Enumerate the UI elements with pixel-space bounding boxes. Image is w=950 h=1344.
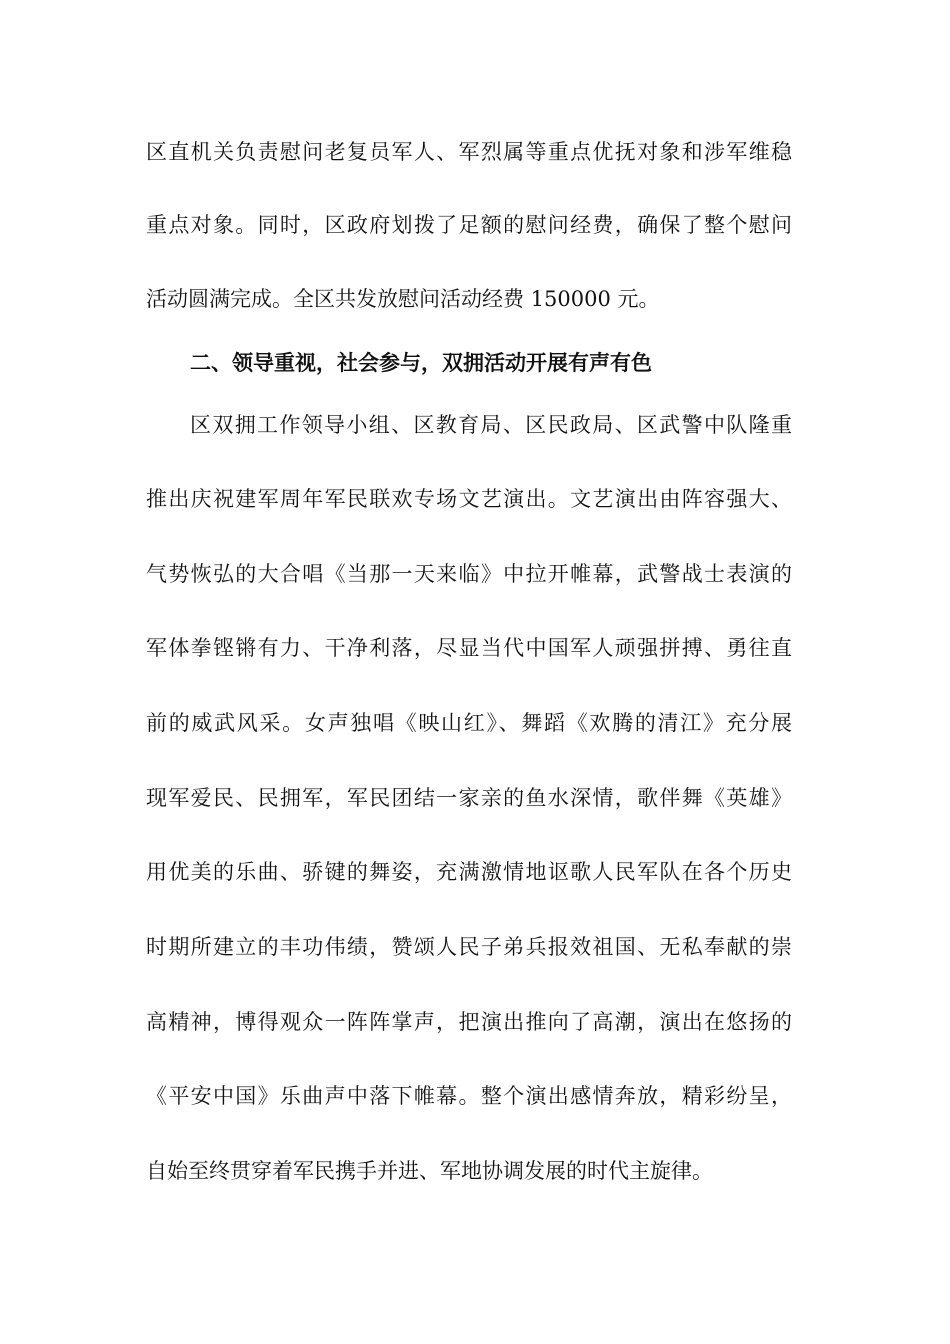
paragraph-line: 重点对象。同时，区政府划拨了足额的慰问经费，确保了整个慰问 (146, 213, 792, 237)
paragraph-line: 推出庆祝建军周年军民联欢专场文艺演出。文艺演出由阵容强大、 (146, 487, 792, 511)
paragraph-line: 区直机关负责慰问老复员军人、军烈属等重点优抚对象和涉军维稳 (146, 140, 792, 164)
paragraph-line: 活动圆满完成。全区共发放慰问活动经费 150000 元。 (146, 287, 660, 311)
paragraph-line: 军体拳铿锵有力、干净利落，尽显当代中国军人顽强拼搏、勇往直 (146, 636, 792, 660)
paragraph-line: 自始至终贯穿着军民携手并进、军地协调发展的时代主旋律。 (146, 1159, 713, 1183)
paragraph-line: 现军爱民、民拥军，军民团结一家亲的鱼水深情，歌伴舞《英雄》 (146, 786, 792, 810)
paragraph-line: 用优美的乐曲、骄键的舞姿，充满激情地讴歌人民军队在各个历史 (146, 860, 792, 884)
paragraph-line: 时期所建立的丰功伟绩，赞颂人民子弟兵报效祖国、无私奉献的崇 (146, 935, 792, 959)
paragraph-line: 高精神，博得观众一阵阵掌声，把演出推向了高潮，演出在悠扬的 (146, 1010, 792, 1034)
paragraph-line: 区双拥工作领导小组、区教育局、区民政局、区武警中队隆重 (190, 413, 792, 437)
paragraph-line: 前的威武风采。女声独唱《映山红》、舞蹈《欢腾的清江》充分展 (146, 711, 792, 735)
paragraph-line: 气势恢弘的大合唱《当那一天来临》中拉开帷幕，武警战士表演的 (146, 562, 792, 586)
paragraph-line: 《平安中国》乐曲声中落下帷幕。整个演出感情奔放，精彩纷呈， (146, 1084, 792, 1108)
section-heading: 二、领导重视，社会参与，双拥活动开展有声有色 (190, 351, 652, 375)
